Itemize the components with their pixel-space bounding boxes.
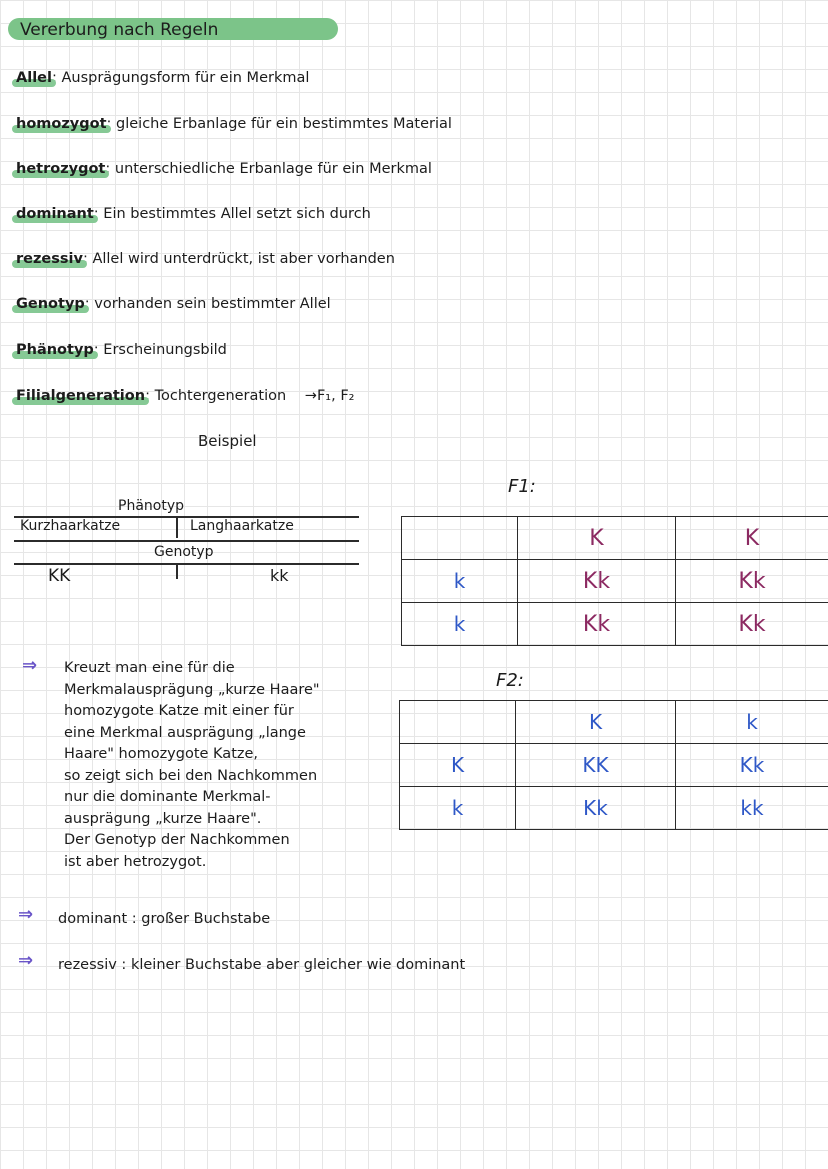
table-row [400, 744, 828, 787]
f2-punnett-square [399, 700, 828, 830]
divider [14, 540, 359, 542]
definition-rezessiv: rezessiv: Allel wird unterdrückt, ist aber vorhanden [16, 251, 395, 267]
term: rezessiv [16, 251, 83, 267]
definition-phaenotyp: Phänotyp: Erscheinungsbild [16, 342, 227, 358]
table-cell: K [400, 744, 516, 787]
table-cell: K [676, 517, 828, 560]
explanation-line: Kreuzt man eine für die [64, 660, 235, 676]
table-row [402, 560, 828, 603]
explanation-paragraph [64, 658, 320, 873]
term: hetrozygot [16, 161, 106, 177]
conclusion-dominant: dominant : großer Buchstabe [58, 911, 271, 927]
definition-text: gleiche Erbanlage für ein bestimmtes Material [116, 116, 452, 132]
double-arrow-icon: ⇒ [18, 904, 34, 925]
term: Phänotyp [16, 342, 94, 358]
table-cell: Kk [516, 787, 676, 830]
table-cell: k [402, 603, 518, 646]
definition-text: vorhanden sein bestimmter Allel [94, 296, 331, 312]
explanation-line: homozygote Katze mit einer für [64, 703, 294, 719]
explanation-line: Merkmalausprägung „kurze Haare" [64, 681, 320, 698]
table-cell: k [676, 701, 828, 744]
table-cell: Kk [676, 603, 828, 646]
divider [176, 516, 178, 538]
table-row [402, 603, 828, 646]
definition-filialgeneration: Filialgeneration: Tochtergeneration →F₁, F₂ [16, 388, 355, 404]
definition-text: Tochtergeneration [154, 388, 287, 404]
table-cell: kk [676, 787, 828, 830]
conclusion-term: dominant [58, 911, 128, 927]
term: homozygot [16, 116, 107, 132]
col-left-label: Kurzhaarkatze [20, 518, 121, 534]
table-cell: KK [516, 744, 676, 787]
term: Genotyp [16, 296, 85, 312]
definition-hetrozygot: hetrozygot: unterschiedliche Erbanlage für ein Merkmal [16, 161, 432, 177]
double-arrow-icon: ⇒ [22, 655, 38, 676]
definition-text: unterschiedliche Erbanlage für ein Merkmal [114, 161, 432, 177]
genotyp-label: Genotyp [154, 544, 214, 560]
explanation-line: nur die dominante Merkmal- [64, 789, 271, 805]
definition-text: Erscheinungsbild [103, 342, 227, 358]
table-cell [402, 517, 518, 560]
definition-allel: Allel: Ausprägungsform für ein Merkmal [16, 70, 310, 86]
definition-text: Ein bestimmtes Allel setzt sich durch [103, 206, 371, 222]
right-genotype: kk [270, 566, 289, 585]
double-arrow-icon: ⇒ [18, 950, 34, 971]
explanation-line: Haare" homozygote Katze, [64, 746, 259, 762]
f1-punnett-square [401, 516, 828, 646]
table-cell: K [518, 517, 676, 560]
explanation-line: Der Genotyp der Nachkommen [64, 832, 290, 848]
explanation-line: ist aber hetrozygot. [64, 853, 207, 870]
table-cell: Kk [518, 560, 676, 603]
explanation-line: eine Merkmal ausprägung „lange [64, 724, 306, 741]
table-cell: Kk [518, 603, 676, 646]
conclusion-term: rezessiv [58, 957, 117, 973]
conclusion-text: großer Buchstabe [141, 911, 271, 927]
table-cell: k [400, 787, 516, 830]
explanation-line: so zeigt sich bei den Nachkommen [64, 767, 318, 784]
definition-text: Allel wird unterdrückt, ist aber vorhanden [92, 251, 395, 267]
table-cell: K [516, 701, 676, 744]
table-cell: Kk [676, 560, 828, 603]
table-cell [400, 701, 516, 744]
definition-genotyp: Genotyp: vorhanden sein bestimmter Allel [16, 296, 331, 312]
table-row [402, 517, 828, 560]
divider [176, 563, 178, 579]
phaenotyp-label: Phänotyp [118, 498, 184, 514]
col-right-label: Langhaarkatze [190, 518, 294, 534]
conclusion-text: kleiner Buchstabe aber gleicher wie dominant [130, 957, 466, 973]
conclusion-rezessiv: rezessiv : kleiner Buchstabe aber gleicher wie dominant [58, 957, 466, 973]
table-row [400, 787, 828, 830]
example-heading: Beispiel [198, 432, 257, 450]
term: Allel [16, 70, 52, 86]
f2-label: F2: [496, 670, 524, 691]
generation-arrow: →F₁, F₂ [304, 388, 355, 404]
explanation-line: ausprägung „kurze Haare". [64, 810, 262, 827]
table-row [400, 701, 828, 744]
left-genotype: KK [48, 566, 71, 586]
table-cell: k [402, 560, 518, 603]
term: Filialgeneration [16, 388, 146, 404]
f1-label: F1: [508, 476, 536, 497]
definition-homozygot: homozygot: gleiche Erbanlage für ein bestimmtes Material [16, 116, 452, 132]
definition-text: Ausprägungsform für ein Merkmal [61, 70, 310, 86]
definition-dominant: dominant: Ein bestimmtes Allel setzt sich durch [16, 206, 371, 222]
page-title: Vererbung nach Regeln [20, 20, 219, 40]
table-cell: Kk [676, 744, 828, 787]
term: dominant [16, 206, 94, 222]
divider [14, 563, 359, 565]
